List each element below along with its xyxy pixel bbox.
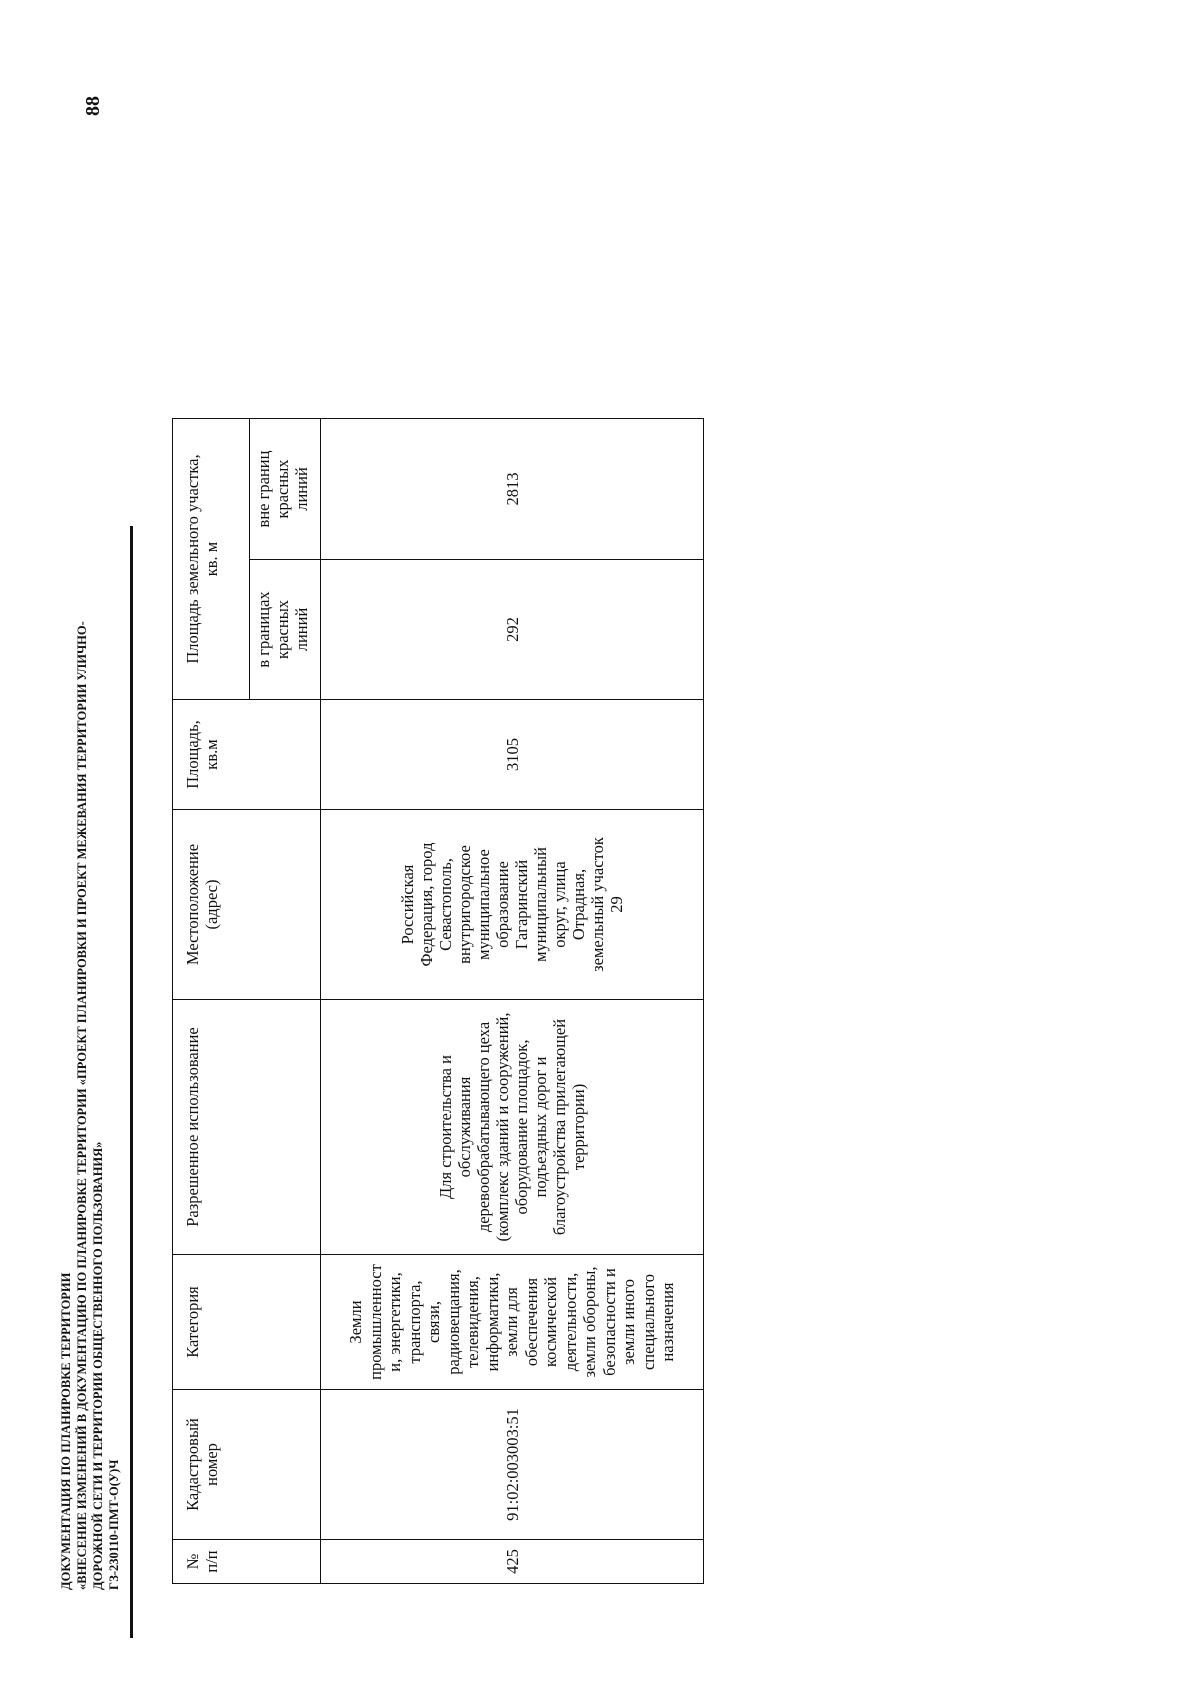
cell-location: Российская Федерация, город Севастополь, внутригородское муниципальное образование Гагаринский муниципальный округ, улица Отрадная, земельный участок 29 [321,810,704,1000]
document-header [58,490,122,1590]
header-line: ДОРОЖНОЙ СЕТИ И ТЕРРИТОРИИ ОБЩЕСТВЕННОГО ПОЛЬЗОВАНИЯ» [91,1141,105,1590]
header-area: Площадь, кв.м [173,700,321,810]
cell-outside-red-lines: 2813 [321,419,704,560]
table-row [321,419,704,1584]
cell-area: 3105 [321,700,704,810]
land-plots-table [172,418,704,1584]
header-cadastral-number: Кадастровый номер [173,1390,321,1540]
cell-cadastral-number: 91:02:003003:51 [321,1390,704,1540]
cell-within-red-lines: 292 [321,560,704,700]
page-number: 88 [82,96,104,116]
header-line: ГЗ-230110-ПМТ-О(У)Ч [107,1459,121,1590]
header-line: «ВНЕСЕНИЕ ИЗМЕНЕНИЙ В ДОКУМЕНТАЦИЮ ПО ПЛАНИРОВКЕ ТЕРРИТОРИИ «ПРОЕКТ ПЛАНИРОВКИ И ПРОЕКТ МЕЖЕВАНИЯ ТЕРРИТОРИИ УЛИЧНО- [75,621,89,1590]
header-category: Категория [173,1255,321,1390]
cell-category: Земли промышленност и, энергетики, транспорта, связи, радиовещания, телевидения, информатики, земли для обеспечения космической деятельности, земли обороны, безопасности и земли иного специального назначения [321,1255,704,1390]
header-divider [130,526,133,1638]
cell-num: 425 [321,1540,704,1584]
header-permitted-use: Разрешенное использование [173,1000,321,1255]
header-within-red-lines: в границах красных линий [250,560,321,700]
table-header-row [173,419,250,1584]
header-line: ДОКУМЕНТАЦИЯ ПО ПЛАНИРОВКЕ ТЕРРИТОРИИ [59,1272,73,1590]
header-plot-area-group: Площадь земельного участка, кв. м [173,419,250,700]
header-location: Местоположение (адрес) [173,810,321,1000]
cell-permitted-use: Для строительства и обслуживания деревообрабатывающего цеха (комплекс зданий и сооружений, оборудование площадок, подъездных дорог и благоустройства прилегающей территории) [321,1000,704,1255]
header-outside-red-lines: вне границ красных линий [250,419,321,560]
header-num: № п/п [173,1540,321,1584]
